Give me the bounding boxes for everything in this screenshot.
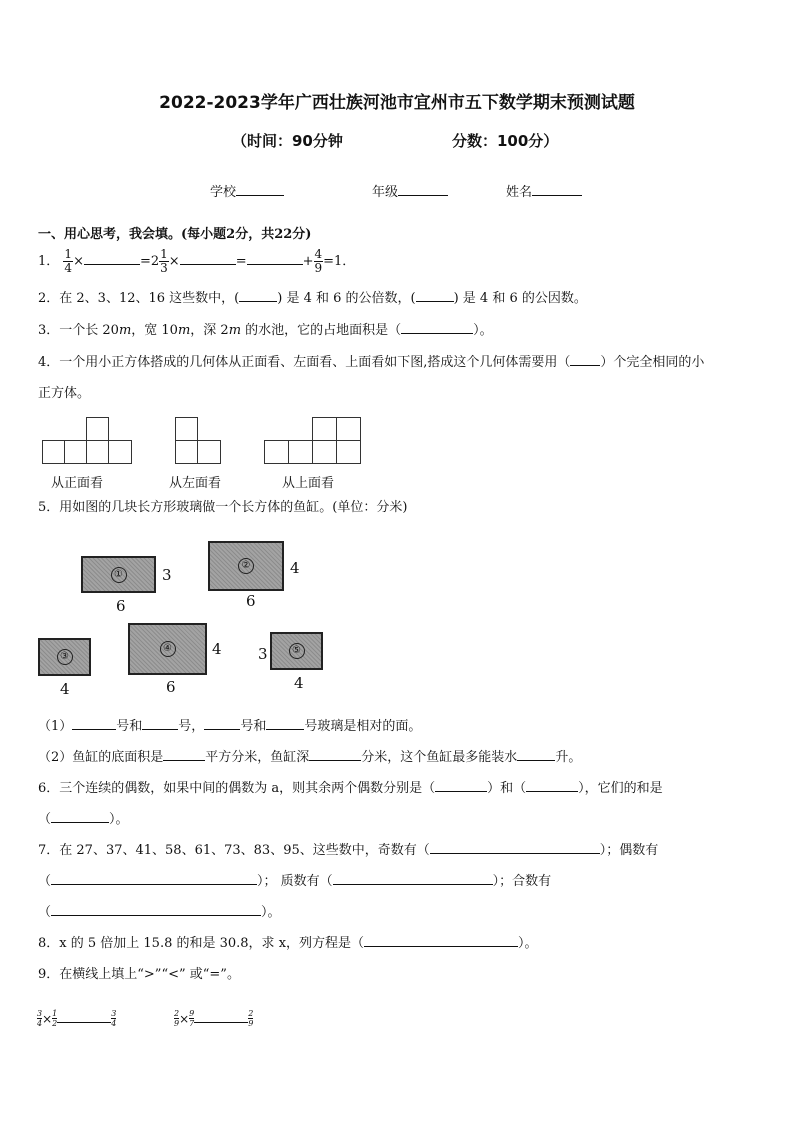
glass-4-width: 6: [166, 678, 176, 696]
question-8: 8．x 的 5 倍加上 15.8 的和是 30.8，求 x，列方程是（ ）。: [38, 936, 538, 951]
fraction-4-9: $\frac{4}{9}$: [314, 247, 323, 275]
q9-blank-2[interactable]: [194, 1022, 248, 1023]
question-5: 5．用如图的几块长方形玻璃做一个长方体的鱼缸。(单位：分米): [38, 500, 408, 515]
q6-blank-2[interactable]: [526, 791, 578, 792]
exam-time: （时间：90分钟: [232, 132, 343, 150]
q7-blank-even[interactable]: [51, 884, 257, 885]
front-view-label: 从正面看: [51, 476, 104, 491]
q5-2-blank-3[interactable]: [517, 760, 555, 761]
q9-expression-1: $\frac{3}{4}\times$ $\frac{1}{2}$ $\frac{3}{4}$: [37, 1009, 117, 1028]
question-6-line-2: （ ）。: [38, 812, 129, 827]
section-heading: 一、用心思考，我会填。(每小题2分，共22分): [38, 227, 312, 242]
grade-field: [372, 181, 448, 200]
question-4-line-1: 4．一个用小正方体搭成的几何体从正面看、左面看、上面看如下图,搭成这个几何体需要用（ ）个完全相同的小: [38, 355, 705, 370]
school-blank[interactable]: [236, 195, 284, 196]
glass-4-height: 4: [212, 640, 222, 658]
glass-panel-5: ⑤: [270, 632, 323, 670]
question-7-line-3: （ ）。: [38, 905, 281, 920]
question-7-line-2: （ ）； 质数有（ ）；合数有: [38, 874, 552, 889]
q5-2-blank-1[interactable]: [163, 760, 205, 761]
glass-1-height: 3: [162, 566, 172, 584]
question-7-line-1: 7．在 27、37、41、58、61、73、83、95、这些数中，奇数有（ ）；偶数有: [38, 843, 659, 858]
top-view-label: 从上面看: [282, 476, 335, 491]
q5-1-blank-4[interactable]: [266, 729, 304, 730]
q7-blank-odd[interactable]: [430, 853, 600, 854]
q1-blank-1[interactable]: [84, 264, 140, 265]
q5-2-blank-2[interactable]: [309, 760, 361, 761]
glass-3-width: 4: [60, 680, 70, 698]
name-blank[interactable]: [532, 195, 582, 196]
grade-label: 年级: [372, 185, 399, 200]
glass-panel-2: ②: [208, 541, 284, 591]
school-label: 学校: [210, 185, 237, 200]
question-4-line-2: 正方体。: [38, 386, 91, 401]
q7-blank-prime[interactable]: [333, 884, 493, 885]
exam-score: 分数：100分）: [452, 132, 559, 150]
q5-1-blank-3[interactable]: [204, 729, 240, 730]
glass-panel-3: ③: [38, 638, 91, 676]
page-title: 2022-2023学年广西壮族河池市宜州市五下数学期末预测试题: [159, 93, 635, 113]
question-1: 1． $\frac{1}{4}$ × =2 $\frac{1}{3}$ × = + $\frac{4}{9}$ =1．: [38, 247, 356, 275]
question-3: 3．一个长 20m，宽 10m，深 2m 的水池，它的占地面积是（ ）。: [38, 323, 493, 338]
glass-2-height: 4: [290, 559, 300, 577]
q5-1-blank-1[interactable]: [72, 729, 116, 730]
question-6-line-1: 6．三个连续的偶数，如果中间的偶数为 a，则其余两个偶数分别是（ ）和（ ），它们的和是: [38, 781, 663, 796]
glass-5-height: 3: [258, 645, 268, 663]
q5-1-blank-2[interactable]: [142, 729, 178, 730]
question-5-sub-1: （1） 号和 号， 号和 号玻璃是相对的面。: [38, 719, 422, 734]
q6-blank-3[interactable]: [51, 822, 109, 823]
q8-blank[interactable]: [364, 946, 518, 947]
q2-blank-1[interactable]: [239, 301, 277, 302]
q9-expression-2: $\frac{2}{9}\times$ $\frac{9}{7}$ $\frac{2}{9}$: [174, 1009, 254, 1028]
q4-blank[interactable]: [570, 365, 600, 366]
q2-blank-2[interactable]: [416, 301, 454, 302]
q1-blank-2[interactable]: [180, 264, 236, 265]
glass-2-width: 6: [246, 592, 256, 610]
glass-panel-1: ①: [81, 556, 156, 593]
fraction-1-3: $\frac{1}{3}$: [160, 247, 168, 275]
q6-blank-1[interactable]: [435, 791, 487, 792]
glass-1-width: 6: [116, 597, 126, 615]
glass-5-width: 4: [294, 674, 304, 692]
q3-blank[interactable]: [401, 333, 473, 334]
question-5-sub-2: （2）鱼缸的底面积是 平方分米，鱼缸深 分米，这个鱼缸最多能装水 升。: [38, 750, 582, 765]
question-2: 2．在 2、3、12、16 这些数中，( ) 是 4 和 6 的公倍数，( ) 是 4 和 6 的公因数。: [38, 291, 587, 306]
fraction-1-4: $\frac{1}{4}$: [64, 247, 73, 275]
left-view-label: 从左面看: [169, 476, 222, 491]
glass-panel-4: ④: [128, 623, 207, 675]
q9-blank-1[interactable]: [57, 1022, 111, 1023]
question-9: 9．在横线上填上“>”“<” 或“=”。: [38, 967, 240, 982]
q1-blank-3[interactable]: [247, 264, 303, 265]
name-label: 姓名: [506, 185, 533, 200]
q7-blank-composite[interactable]: [51, 915, 261, 916]
grade-blank[interactable]: [398, 195, 448, 196]
name-field: [506, 181, 582, 200]
school-field: [210, 181, 284, 200]
